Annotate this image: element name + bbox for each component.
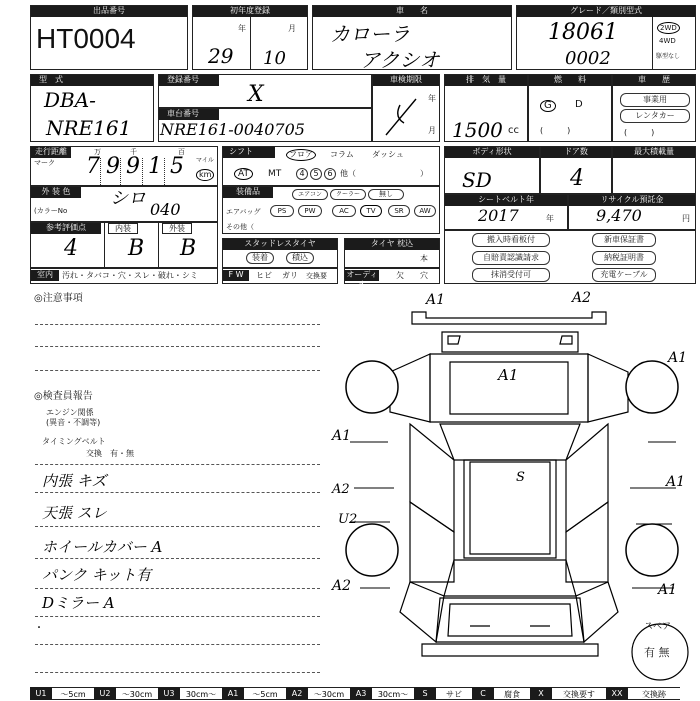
shift-at: AT (234, 168, 253, 180)
note-line (35, 324, 320, 325)
shift-mt: MT (268, 169, 282, 179)
equip-top-item: クーラー (330, 189, 366, 200)
legend-desc: 交換跡 (628, 687, 680, 700)
equip-item: AW (414, 205, 436, 217)
mileage-mark: マーク (34, 159, 55, 167)
note-line (35, 558, 320, 559)
equip-item: PW (298, 205, 322, 217)
equip-item: PS (270, 205, 294, 217)
report-line: 天張 スレ (42, 504, 107, 522)
car-name-line2: アクシオ (360, 48, 440, 72)
service-item: 搬入時看板付 (472, 233, 550, 247)
divider (250, 17, 251, 70)
legend-code: A2 (286, 687, 308, 700)
legend-desc: 30cm〜 (180, 687, 222, 700)
equip-tv: TV (360, 205, 382, 217)
legend-desc: サビ (436, 687, 472, 700)
history-paren: ( ) (624, 128, 655, 137)
mileage-km: km (196, 169, 214, 181)
history-rental: レンタカー (620, 109, 690, 123)
note-line (35, 370, 320, 371)
audio-opt: 欠 (396, 271, 404, 280)
recycle-unit: 円 (682, 214, 690, 223)
seatbelt-label: シートベルト年 (445, 195, 567, 206)
color-value: シロ (110, 188, 146, 209)
fw-label: F W (223, 270, 249, 281)
lot-label: 出品番号 (31, 6, 187, 17)
damage-mark: A1 (426, 292, 446, 308)
damage-mark: A1 (498, 366, 519, 384)
legend-desc: 腐食 (494, 687, 530, 700)
divider (164, 158, 165, 185)
first-reg-year: 29 (208, 44, 234, 68)
color-label: 外 装 色 (31, 187, 81, 198)
equip-other: その他（ (226, 223, 254, 231)
spare-value: 有 無 (644, 646, 670, 659)
engine-sub: (異音・不調等) (46, 418, 101, 427)
legend-desc: 〜5cm (52, 687, 94, 700)
note-line (35, 492, 320, 493)
damage-mark: A1 (332, 428, 352, 444)
color-no-label: (カラーNo (34, 207, 68, 215)
score-value: 4 (64, 236, 78, 261)
legend-code: C (472, 687, 494, 700)
legend-code: XX (606, 687, 628, 700)
inspection-month-unit: 月 (428, 126, 436, 135)
shift-dash: ダッシュ (372, 150, 404, 159)
car-name-label: 車 名 (313, 6, 511, 17)
report-line: 内張 キズ (42, 472, 107, 490)
mileage-man-unit: 万 (94, 148, 101, 156)
fw-opt: ヒビ (256, 271, 272, 280)
legend-desc: 〜5cm (244, 687, 286, 700)
body-label: ボディ形状 (445, 147, 539, 158)
studless-opt: 装着 (246, 252, 274, 264)
note-line (35, 526, 320, 527)
damage-mark: A2 (572, 290, 592, 306)
note-line (35, 346, 320, 347)
chassis-value: NRE161-0040705 (160, 120, 305, 139)
legend-code: U3 (158, 687, 180, 700)
shift-other: 他（ ） (340, 169, 428, 178)
bullet-dot: ・ (34, 623, 44, 634)
legend-code: U2 (94, 687, 116, 700)
fuel-d: D (575, 99, 583, 110)
damage-mark: A1 (666, 474, 686, 490)
history-label: 車 歴 (613, 75, 695, 86)
body-value: SD (462, 168, 492, 192)
first-reg-month: 10 (263, 48, 286, 69)
inspection-slash (380, 95, 420, 139)
exterior-label: 外装 (162, 223, 192, 234)
displacement-label: 排 気 量 (445, 75, 527, 86)
note-line (35, 588, 320, 589)
note-line (35, 644, 320, 645)
chassis-label: 車台番号 (159, 109, 219, 120)
damage-legend (30, 687, 700, 700)
divider (142, 158, 143, 185)
model-line2: NRE161 (46, 116, 132, 140)
drive-2wd: 2WD (657, 22, 680, 34)
mileage-digit: 7 (86, 154, 100, 179)
shift-label: シフト (223, 147, 275, 158)
timing-sub: 交換 有・無 (86, 449, 134, 458)
report-line: ホイールカバー A (42, 538, 163, 556)
fuel-g: G (540, 100, 556, 112)
damage-mark: A2 (332, 578, 352, 594)
model-label: 型 式 (31, 75, 153, 86)
score-label: 参考評価点 (31, 223, 101, 234)
audio-label: オーディオ (346, 270, 378, 289)
report-line: パンク キット有 (42, 566, 152, 584)
timing-label: タイミングベルト (42, 437, 106, 446)
divider (104, 222, 105, 268)
reg-no-label: 登録番号 (159, 75, 219, 86)
color-no-value: 040 (150, 200, 181, 219)
legend-code: U1 (30, 687, 52, 700)
equip-top-item: 無し (368, 189, 404, 200)
damage-mark: A1 (658, 582, 678, 598)
engine-label: エンジン関係 (46, 408, 94, 417)
exterior-value: B (180, 236, 197, 261)
legend-code: A3 (350, 687, 372, 700)
legend-desc: 交換要す (552, 687, 606, 700)
recycle-label: リサイクル預託金 (569, 195, 695, 206)
shift-gear: 6 (324, 168, 336, 180)
equip-top-item: エアコン (292, 189, 328, 200)
interior-label: 内装 (108, 223, 138, 234)
shift-gear: 4 (296, 168, 308, 180)
doors-label: ドア数 (541, 147, 611, 158)
divider (158, 222, 159, 268)
mileage-digit: 9 (126, 154, 140, 179)
equip-airbag: エアバッグ (226, 208, 261, 216)
service-item: 抹消受付可 (472, 268, 550, 282)
spare-label: スペア (644, 622, 672, 632)
damage-mark: U2 (338, 512, 358, 527)
legend-desc: 〜30cm (308, 687, 350, 700)
note-line (35, 672, 320, 673)
tire-label: タイヤ 枕込 (345, 239, 439, 250)
first-reg-year-unit: 年 (238, 24, 246, 33)
fw-opt: 交換要 (306, 272, 327, 280)
service-item: 自賠責認識請求 (472, 251, 550, 265)
damage-mark: A2 (332, 482, 350, 497)
mileage-digit: 9 (106, 154, 120, 179)
displacement-unit: cc (508, 125, 519, 136)
service-item: 納税証明書 (592, 251, 656, 265)
model-line1: DBA- (44, 88, 96, 112)
service-item: 新車保証書 (592, 233, 656, 247)
legend-code: S (414, 687, 436, 700)
first-reg-month-unit: 月 (288, 24, 296, 33)
legend-desc: 30cm〜 (372, 687, 414, 700)
equip-item: AC (332, 205, 356, 217)
service-item: 充電ケーブル (592, 268, 656, 282)
recycle-value: 9,470 (596, 206, 642, 225)
note-line (35, 464, 320, 465)
divider (100, 158, 101, 185)
interior-check-items: 汚れ・タバコ・穴・スレ・破れ・シミ (62, 271, 198, 280)
shift-floor: フロア (286, 149, 316, 161)
seatbelt-unit: 年 (546, 214, 554, 223)
mileage-sen-unit: 千 (130, 148, 137, 156)
inspection-year-unit: 年 (428, 94, 436, 103)
divider (652, 17, 653, 70)
mileage-mile: マイル (196, 157, 214, 164)
fuel-label: 燃 料 (529, 75, 611, 86)
seatbelt-value: 2017 (478, 206, 519, 225)
inspection-label: 車検期限 (373, 75, 439, 86)
note-line (35, 616, 320, 617)
mileage-label: 走行距離 (31, 147, 71, 158)
lot-number: HT0004 (36, 23, 136, 54)
mileage-digit: 5 (170, 154, 184, 179)
drive-none: 駆型なし (656, 53, 681, 60)
studless-opt: 積込 (286, 252, 314, 264)
history-business: 事業用 (620, 93, 690, 107)
legend-code: X (530, 687, 552, 700)
interior-check-label: 室内 (31, 270, 59, 281)
tire-unit: 本 (420, 254, 428, 263)
drive-4wd: 4WD (659, 37, 676, 45)
equip-item: SR (388, 205, 410, 217)
legend-desc: 〜30cm (116, 687, 158, 700)
mileage-hyaku-unit: 百 (178, 148, 185, 156)
audio-opt: 穴 (420, 271, 428, 280)
car-name-line1: カローラ (330, 22, 410, 46)
displacement-value: 1500 (452, 118, 503, 142)
reg-no-value: X (248, 82, 264, 107)
shift-gear: 5 (310, 168, 322, 180)
mileage-digit: 1 (148, 154, 162, 179)
fuel-paren: ( ) (540, 126, 571, 135)
capacity-label: 最大積載量 (613, 147, 695, 158)
legend-code: A1 (222, 687, 244, 700)
inspector-title: ◎検査員報告 (34, 391, 93, 402)
first-reg-label: 初年度登録 (193, 6, 307, 17)
grade-line2: 0002 (565, 48, 611, 69)
damage-mark: S (516, 470, 525, 485)
equip-label: 装備品 (223, 187, 273, 198)
divider (120, 158, 121, 185)
damage-mark: A1 (668, 350, 688, 366)
grade-line1: 18061 (548, 20, 618, 45)
interior-value: B (128, 236, 145, 261)
report-line: Dミラー A (42, 594, 115, 612)
shift-column: コラム (330, 150, 354, 159)
grade-label: グレード／類別型式 (517, 6, 695, 17)
studless-label: スタッドレスタイヤ (223, 239, 337, 250)
doors-value: 4 (570, 166, 584, 191)
fw-opt: ガリ (282, 271, 298, 280)
caution-title: ◎注意事項 (34, 293, 83, 304)
